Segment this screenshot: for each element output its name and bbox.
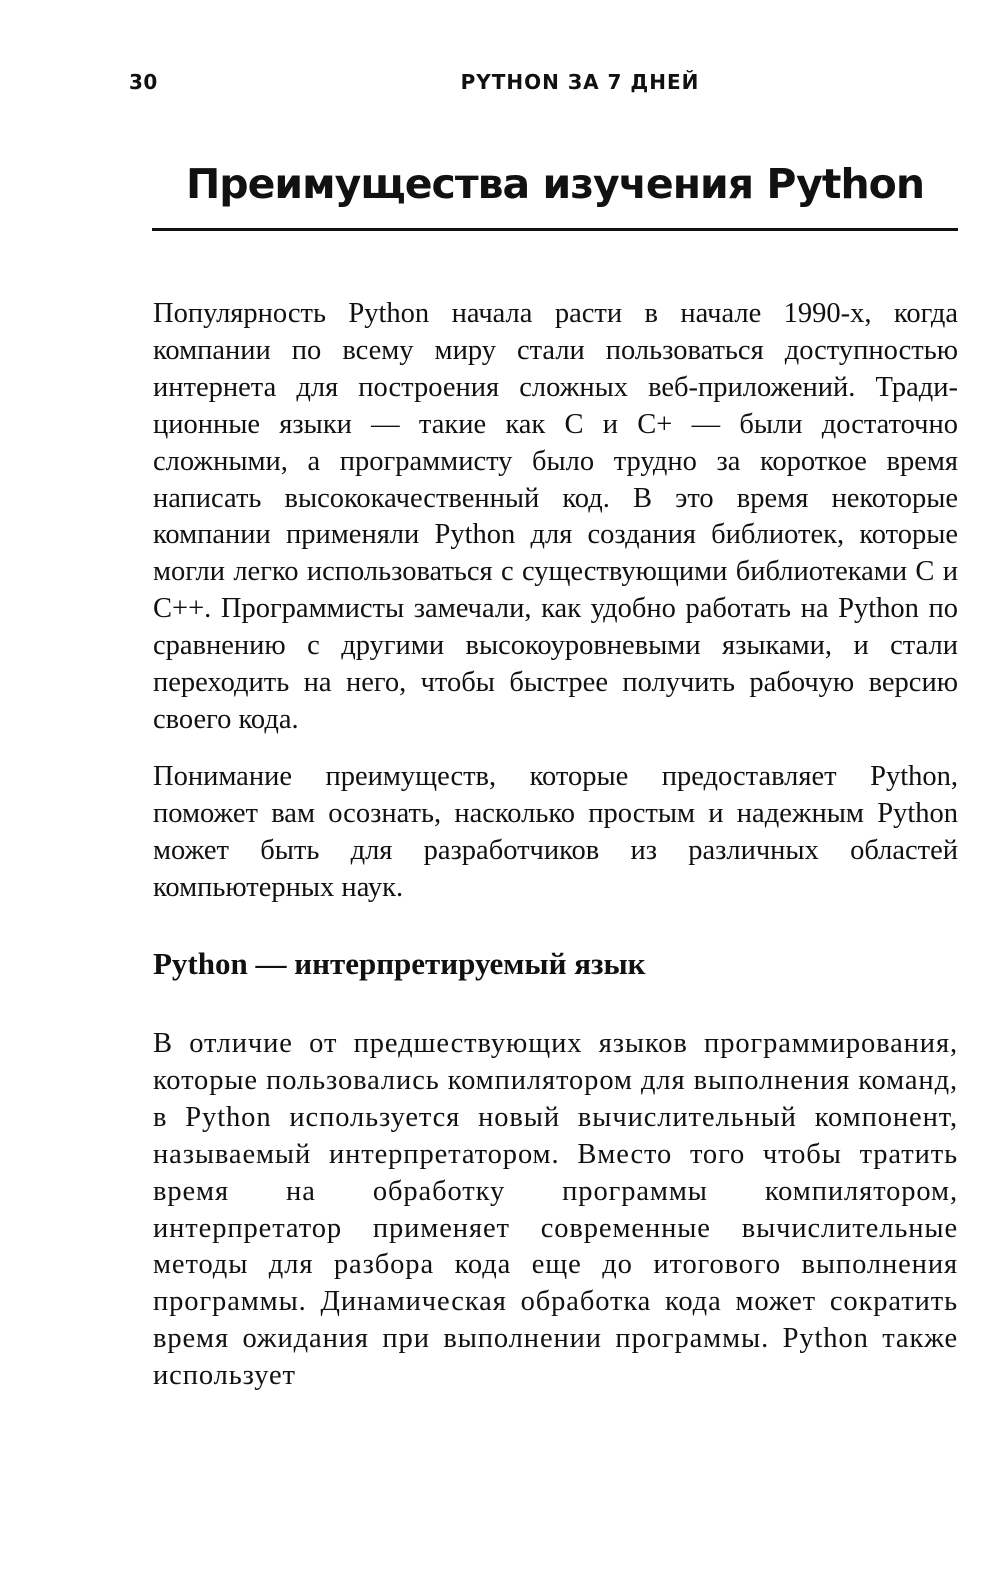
body-paragraph-1 [153, 296, 958, 739]
page-number: 30 [129, 70, 158, 94]
title-divider [152, 228, 958, 231]
paragraph-text: Понимание преимуществ, которые предоставляет Python, поможет вам осознать, насколько простым и надежным Python может быть для разработчиков из различных областей компьютерных наук. [153, 761, 958, 903]
section-heading: Python — интерпретируемый язык [153, 946, 646, 981]
paragraph-text: Популярность Python начала расти в начале 1990-х, когда компании по всему миру стали пользоваться доступностью интернета для построения сложных веб-приложений. Традиционные языки — такие как C и C+ — были достаточно сложными, а программисту было трудно за короткое время написать высококачественный код. В это время некоторые компании применяли Python для создания библиотек, которые могли легко использоваться с существующими библиотеками C и C++. Программисты замечали, как удобно работать на Python по сравнению с другими высокоуровневыми языками, и стали переходить на него, чтобы быстрее получить рабочую версию своего кода. [153, 298, 958, 735]
body-paragraph-2 [153, 759, 958, 907]
section-paragraph [153, 1026, 958, 1395]
chapter-title: Преимущества изучения Python [185, 160, 925, 208]
running-header: PYTHON ЗА 7 ДНЕЙ [460, 70, 700, 94]
paragraph-text: В отличие от предшествующих языков программирования, которые пользовались компилятором для выполнения команд, в Python используется новый вычислительный компонент, называемый интерпретатором. Вместо того чтобы тратить время на обработку программы компилятором, интерпретатор применяет современные вычислительные методы для разбора кода еще до итогового выполнения программы. Динамическая обработка кода может сократить время ожидания при выполнении программы. Python также использует [153, 1028, 958, 1392]
